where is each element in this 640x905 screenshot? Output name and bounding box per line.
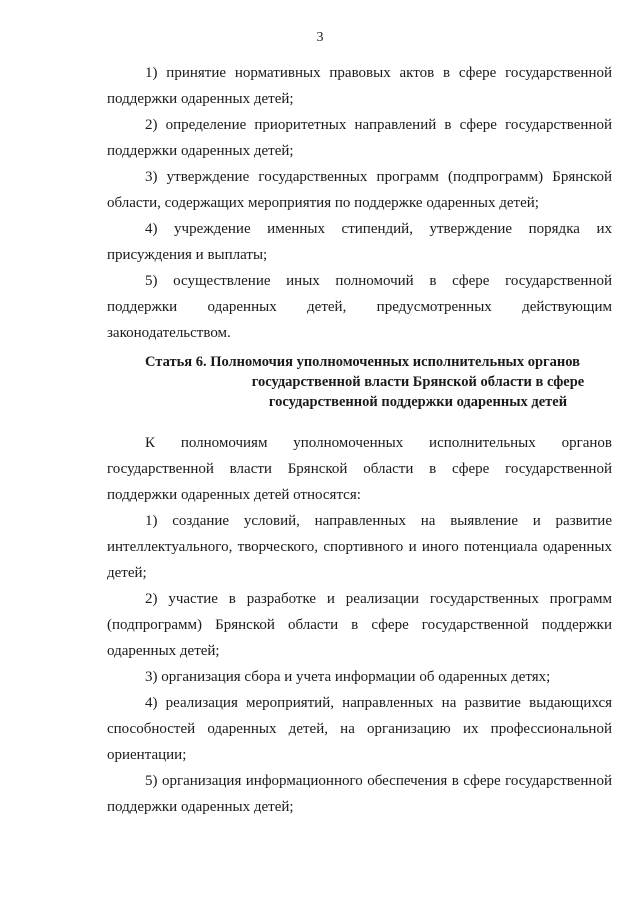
list-item: 5) организация информационного обеспечения в сфере государственной поддержки одаренных детей; xyxy=(107,773,612,815)
list-item: 3) утверждение государственных программ (подпрограмм) Брянской области, содержащих мероприятия по поддержке одаренных детей; xyxy=(107,169,612,211)
article-heading xyxy=(107,352,612,412)
list-item: 1) принятие нормативных правовых актов в сфере государственной поддержки одаренных детей; xyxy=(107,65,612,107)
list-item: 4) реализация мероприятий, направленных на развитие выдающихся способностей одаренных детей, на организацию их профессиональной ориентации; xyxy=(107,695,612,763)
article-heading-line1: Статья 6. Полномочия уполномоченных исполнительных органов xyxy=(145,354,580,370)
intro-paragraph: К полномочиям уполномоченных исполнительных органов государственной власти Брянской области в сфере государственной поддержки одаренных детей относятся: xyxy=(107,435,612,503)
list-item: 2) определение приоритетных направлений в сфере государственной поддержки одаренных детей; xyxy=(107,117,612,159)
list-item: 2) участие в разработке и реализации государственных программ (подпрограмм) Брянской области в сфере государственной поддержки одаренных детей; xyxy=(107,591,612,659)
list-item: 4) учреждение именных стипендий, утверждение порядка их присуждения и выплаты; xyxy=(107,221,612,263)
article-heading-rest: государственной власти Брянской области в сфере государственной поддержки одаренных детей xyxy=(251,374,585,410)
page-number: 3 xyxy=(316,30,324,45)
list-item: 3) организация сбора и учета информации об одаренных детях; xyxy=(145,669,551,685)
list-item: 5) осуществление иных полномочий в сфере государственной поддержки одаренных детей, предусмотренных действующим законодательством. xyxy=(107,273,612,341)
document-body xyxy=(107,60,612,820)
list-item: 1) создание условий, направленных на выявление и развитие интеллектуального, творческого, спортивного и иного потенциала одаренных детей; xyxy=(107,513,612,581)
